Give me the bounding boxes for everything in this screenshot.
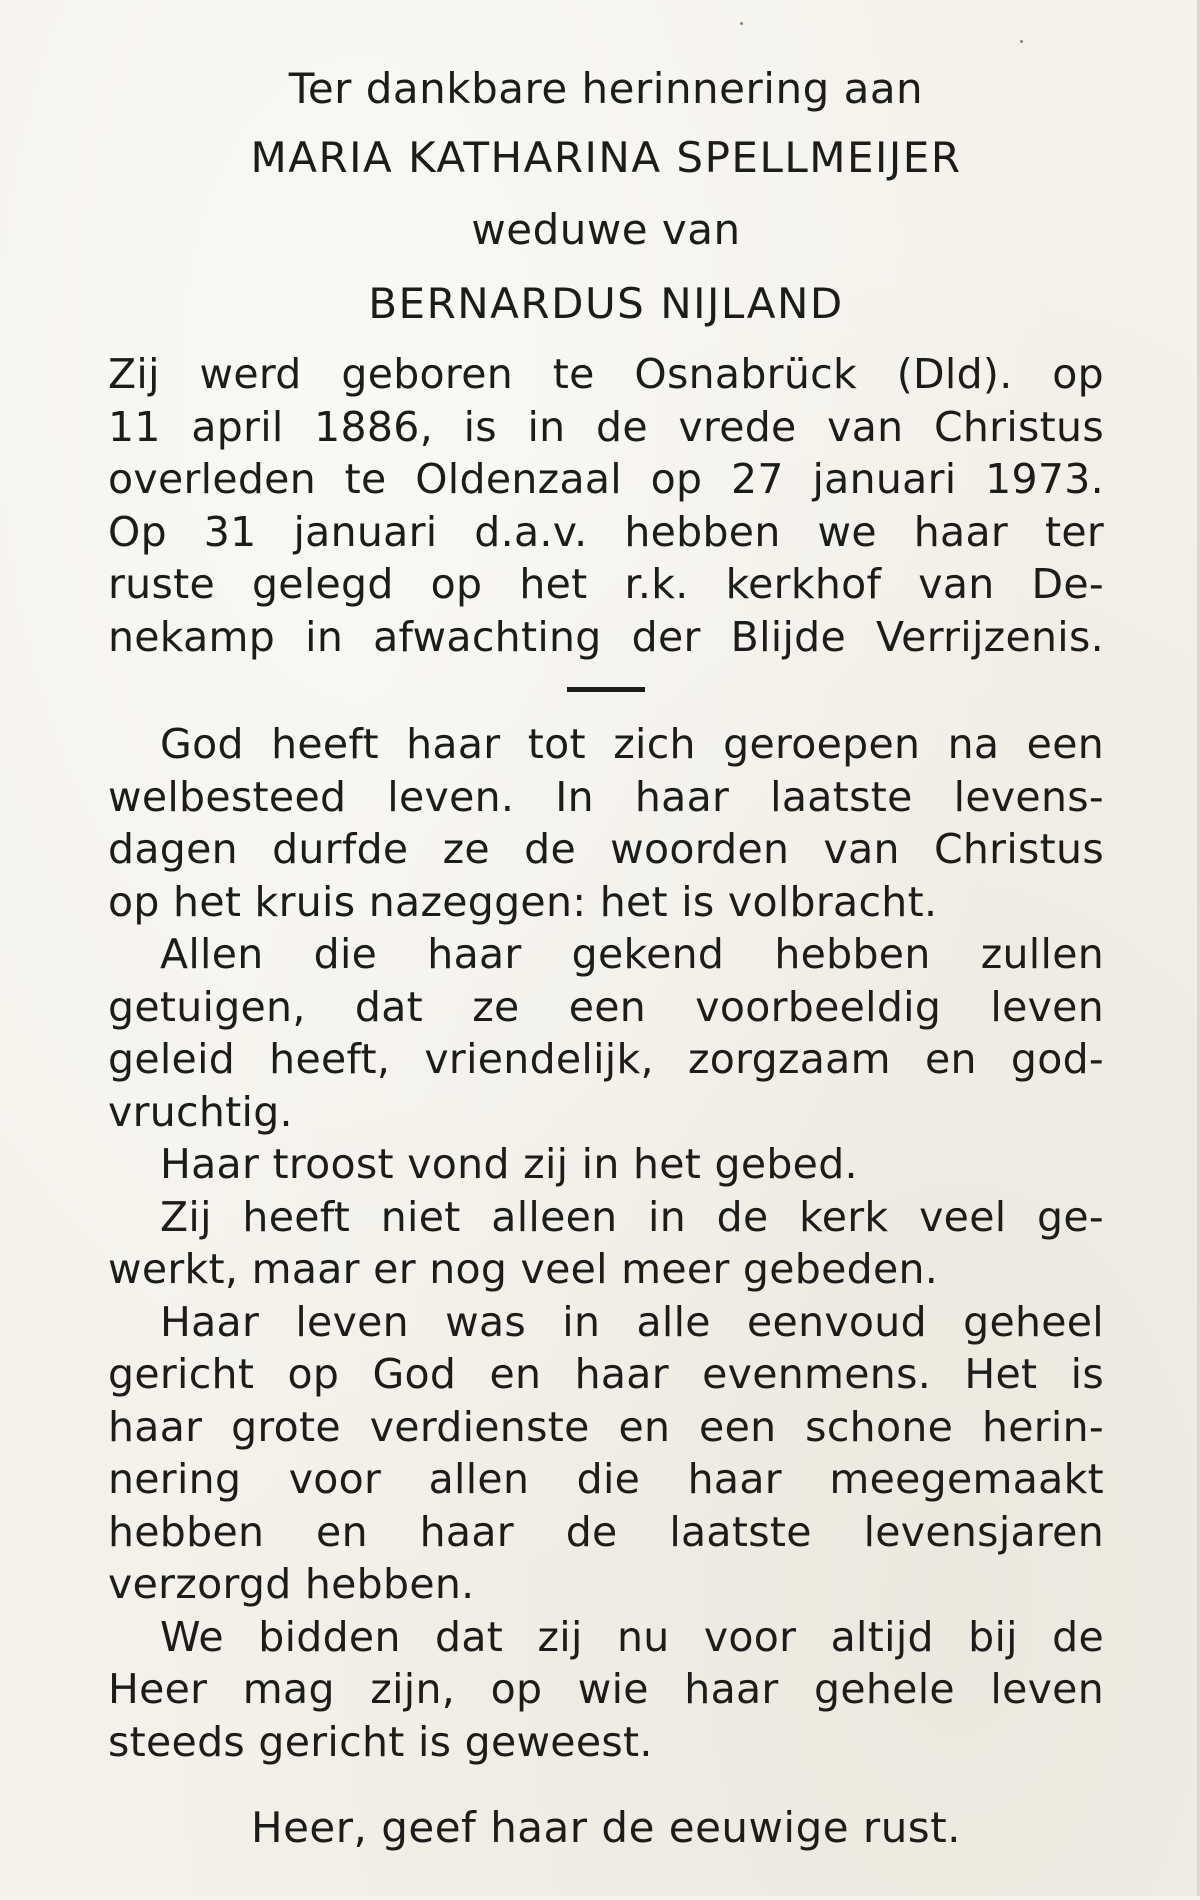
biography-line: ruste gelegd op het r.k. kerkhof van De-: [108, 560, 1104, 608]
paper-speck: [1020, 40, 1023, 43]
reflection-line: vruchtig.: [108, 1087, 293, 1136]
reflection-line: verzorgd hebben.: [108, 1560, 475, 1608]
reflection-paragraph: [108, 928, 1104, 1138]
reflection-line: We bidden dat zij nu voor altijd bij de: [160, 1612, 1104, 1661]
reflection-line: Heer mag zijn, op wie haar gehele leven: [108, 1665, 1104, 1713]
biography-line: Op 31 januari d.a.v. hebben we haar ter: [108, 507, 1104, 556]
biography-paragraph: [108, 348, 1104, 663]
section-divider: [567, 687, 645, 692]
closing-prayer: Heer, geef haar de eeuwige rust.: [250, 1803, 962, 1852]
reflection-line: Zij heeft niet alleen in de kerk veel ge-: [160, 1192, 1104, 1241]
reflection-line: getuigen, dat ze een voorbeeldig leven: [108, 982, 1104, 1031]
biography-line: 11 april 1886, is in de vrede van Christus: [108, 402, 1104, 451]
spouse-name: BERNARDUS NIJLAND: [368, 279, 844, 328]
reflection-paragraph: [108, 1611, 1104, 1769]
reflection-line: op het kruis nazeggen: het is volbracht.: [108, 877, 938, 926]
reflection-paragraph: [108, 1296, 1104, 1611]
reflection-line: gericht op God en haar evenmens. Het is: [108, 1350, 1104, 1398]
paper-speck: [740, 22, 743, 25]
reflection-line: God heeft haar tot zich geroepen na een: [160, 720, 1104, 768]
intro-line: Ter dankbare herinnering aan: [288, 64, 924, 113]
biography-line: nekamp in afwachting der Blijde Verrijzenis.: [108, 612, 1104, 661]
relation-line: weduwe van: [471, 205, 741, 254]
reflection-line: hebben en haar de laatste levensjaren: [108, 1507, 1104, 1556]
reflection-line: Allen die haar gekend hebben zullen: [160, 930, 1104, 978]
reflection-line: dagen durfde ze de woorden van Christus: [108, 825, 1104, 873]
reflection-line: Haar troost vond zij in het gebed.: [160, 1140, 858, 1188]
reflection-paragraph: [108, 1191, 1104, 1296]
reflection-line: Haar leven was in alle eenvoud geheel: [160, 1297, 1104, 1346]
reflection-line: werkt, maar er nog veel meer gebeden.: [108, 1245, 939, 1293]
card-content: [108, 56, 1104, 1900]
reflection-line: geleid heeft, vriendelijk, zorgzaam en god-: [108, 1035, 1104, 1083]
reflection-line: welbesteed leven. In haar laatste levens-: [108, 772, 1104, 821]
biography-line: overleden te Oldenzaal op 27 januari 1973.: [108, 455, 1104, 503]
reflection-paragraph: [108, 1138, 1104, 1191]
reflection-line: nering voor allen die haar meegemaakt: [108, 1455, 1104, 1503]
deceased-name: MARIA KATHARINA SPELLMEIJER: [250, 133, 962, 182]
reflection-paragraph: [108, 718, 1104, 928]
reflection-line: steeds gericht is geweest.: [108, 1717, 653, 1766]
reflection-line: haar grote verdienste en een schone herin-: [108, 1402, 1104, 1451]
biography-line: Zij werd geboren te Osnabrück (Dld). op: [108, 350, 1104, 398]
